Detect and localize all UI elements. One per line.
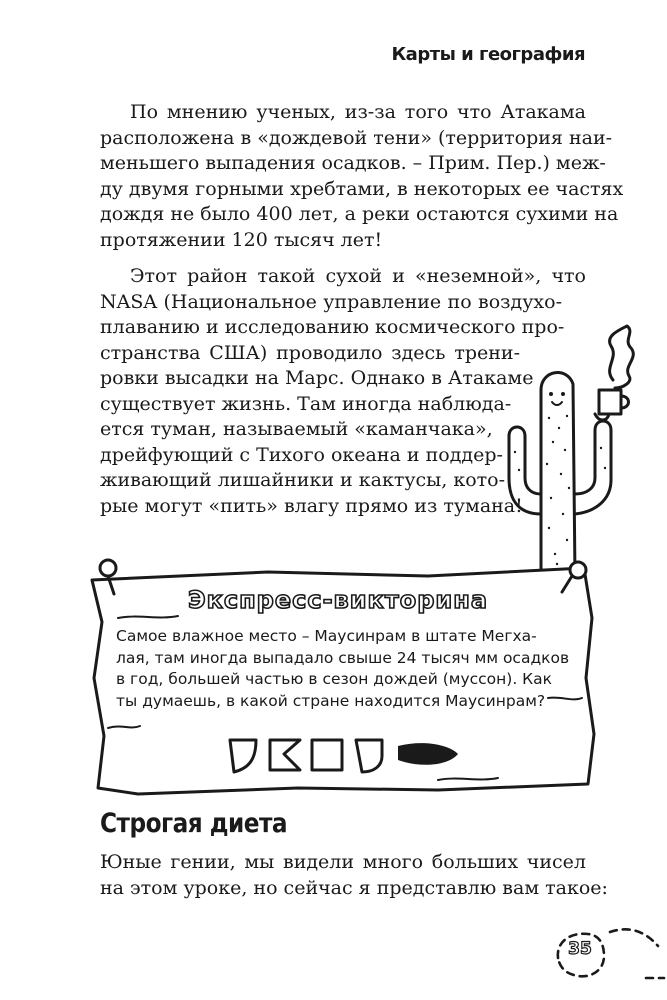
text-line: лая, там иногда выпадало свыше 24 тысяч мм осадков: [116, 648, 570, 667]
fragment-shape: [356, 740, 382, 772]
text-line: дрейфующий с Тихого океана и поддер-: [100, 443, 503, 466]
fragment-shape: [398, 743, 458, 765]
quiz-question: [116, 626, 576, 712]
cactus-with-mug-illustration: [495, 318, 645, 580]
text-line: Юные гении, мы видели много больших чисел: [100, 851, 586, 873]
text-line: Самое влажное место – Маусинрам в штате Мегха-: [116, 627, 537, 645]
text-line: ты думаешь, в какой стране находится Маусинрам?: [116, 691, 546, 710]
text-line: ется туман, называемый «каманчака»,: [100, 418, 493, 440]
text-line: существует жизнь. Там иногда наблюда-: [100, 392, 512, 415]
quiz-title: Экспресс-викторина: [187, 586, 489, 614]
text-line: По мнению ученых, из-за того что Атакама: [130, 101, 586, 123]
text-line: живающий лишайники и кактусы, кото-: [100, 469, 506, 491]
page-number: 35: [568, 939, 592, 959]
text-line: меньшего выпадения осадков. – Прим. Пер.) меж-: [100, 152, 606, 174]
text-line: Этот район такой сухой и «неземной», что: [130, 265, 586, 287]
section-heading: Строгая диета: [100, 808, 288, 839]
text-line: ровки высадки на Марс. Однако в Атакаме: [100, 367, 534, 389]
fragment-shape: [230, 740, 256, 772]
text-line: на этом уроке, но сейчас я представлю вам такое:: [100, 876, 608, 899]
text-line: дождя не было 400 лет, а реки остаются сухими на: [100, 203, 619, 225]
text-line: NASA (Национальное управление по воздухо-: [100, 290, 562, 313]
text-line: протяжении 120 тысяч лет!: [100, 228, 383, 251]
text-line: странства США) проводило здесь трени-: [100, 341, 520, 364]
text-line: в год, большей частью в сезон дождей (муссон). Как: [116, 670, 553, 688]
text-line: расположена в «дождевой тени» (территория наи-: [100, 126, 613, 149]
paragraph-strict-diet: [100, 850, 608, 901]
page-number-badge: [536, 912, 666, 992]
running-header: Карты и география: [391, 44, 585, 65]
quiz-panel: [78, 558, 618, 798]
text-line: ду двумя горными хребтами, в некоторых ее частях: [100, 177, 624, 200]
text-line: плаванию и исследованию космического про-: [100, 316, 565, 338]
fragment-shape: [312, 740, 342, 770]
text-line: рые могут «пить» влагу прямо из тумана!: [100, 494, 523, 517]
letter-fragment-shapes: [226, 736, 466, 776]
paragraph-atacama-rain: [100, 100, 624, 253]
fragment-shape: [270, 740, 300, 770]
